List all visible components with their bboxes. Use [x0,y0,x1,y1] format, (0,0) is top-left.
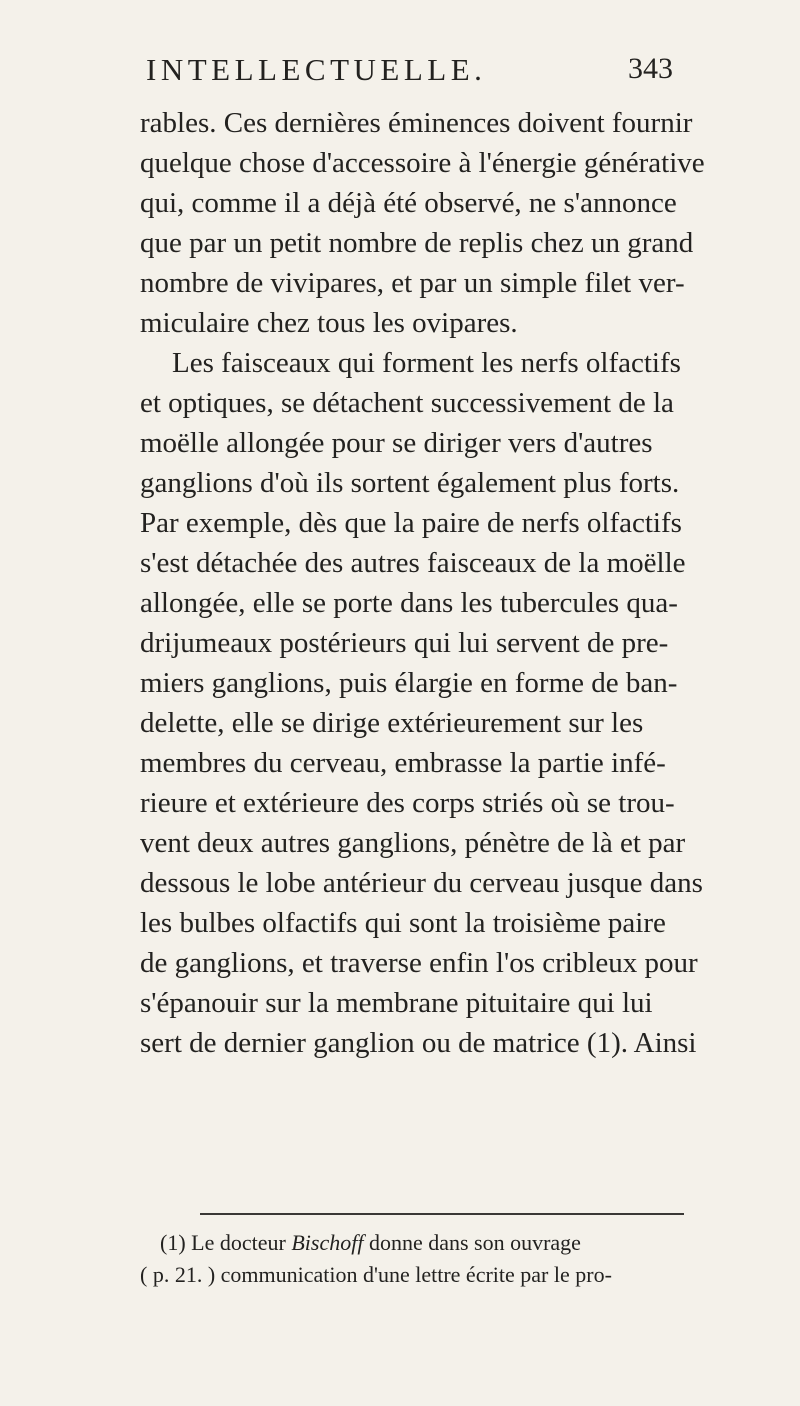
body-line-1: rables. Ces dernières éminences doivent fournir [140,107,693,139]
body-line-6: miculaire chez tous les ovipares. [140,307,518,339]
body-line-12: s'est détachée des autres faisceaux de la moëlle [140,547,686,579]
body-line-23: s'épanouir sur la membrane pituitaire qui lui [140,987,653,1019]
footnote-author-name: Bischoff [291,1230,364,1255]
body-line-22: de ganglions, et traverse enfin l'os cribleux pour [140,947,698,979]
footnote-line-1 [160,1230,581,1256]
body-line-9: moëlle allongée pour se diriger vers d'autres [140,427,653,459]
body-line-10: ganglions d'où ils sortent également plus forts. [140,467,680,499]
body-line-14: drijumeaux postérieurs qui lui servent de pre- [140,627,669,659]
footnote-line-1-rest: donne dans son ouvrage [363,1230,581,1255]
body-line-13: allongée, elle se porte dans les tubercules qua- [140,587,678,619]
page-number: 343 [628,52,673,85]
body-line-16: delette, elle se dirige extérieurement sur les [140,707,644,739]
body-line-20: dessous le lobe antérieur du cerveau jusque dans [140,867,703,899]
body-line-18: rieure et extérieure des corps striés où se trou- [140,787,675,819]
body-line-5: nombre de vivipares, et par un simple filet ver- [140,267,685,299]
footnote-line-2: ( p. 21. ) communication d'une lettre écrite par le pro- [140,1262,612,1287]
body-line-19: vent deux autres ganglions, pénètre de là et par [140,827,686,859]
body-line-21: les bulbes olfactifs qui sont la troisième paire [140,907,666,939]
body-line-3: qui, comme il a déjà été observé, ne s'annonce [140,187,677,219]
body-line-2: quelque chose d'accessoire à l'énergie générative [140,147,705,179]
body-line-7: Les faisceaux qui forment les nerfs olfactifs [172,347,681,379]
footnote-marker-text: (1) Le docteur [160,1230,292,1255]
body-line-8: et optiques, se détachent successivement de la [140,387,674,419]
body-line-4: que par un petit nombre de replis chez un grand [140,227,694,259]
body-line-24: sert de dernier ganglion ou de matrice (1). Ainsi [140,1027,697,1059]
body-line-11: Par exemple, dès que la paire de nerfs olfactifs [140,507,682,539]
body-line-15: miers ganglions, puis élargie en forme de ban- [140,667,678,699]
running-title: INTELLECTUELLE. [146,52,487,87]
body-line-17: membres du cerveau, embrasse la partie infé- [140,747,666,779]
footnote-rule [200,1213,684,1215]
